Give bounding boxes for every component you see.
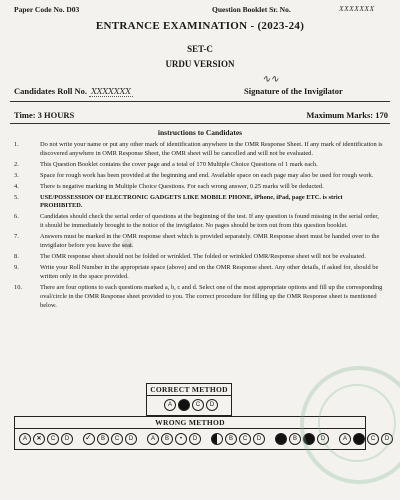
bubble-b: B	[225, 433, 237, 445]
bubble-b: B	[161, 433, 173, 445]
bubble-a: A	[147, 433, 159, 445]
max-marks: Maximum Marks: 170	[306, 110, 388, 120]
set-label: SET-C	[187, 44, 213, 54]
bubble-a-half	[211, 433, 223, 445]
booklet-serial-label: Question Booklet Sr. No.	[212, 5, 291, 14]
divider	[10, 101, 390, 102]
instruction-item: 1. Do not write your name or put any other mark of identification anywhere in the OMR Response Sheet. If any mark of identification is discovered anywhere in OMR Response Sheet, the OMR sheet will be cancelled and will not be evaluated.	[14, 141, 383, 157]
signature-label: Signature of the Invigilator	[244, 86, 343, 96]
bubble-c: C	[192, 399, 204, 411]
paper-code: Paper Code No. D03	[14, 5, 80, 14]
instruction-item: 9. Write your Roll Number in the appropriate space (above) and on the OMR Response sheet. Any other details, if asked for, should be written only in the space provided.	[14, 263, 379, 280]
wrong-example-cross	[19, 433, 75, 445]
signature-scribble: ∿∿	[262, 74, 279, 85]
roll-number-field	[14, 86, 133, 96]
roll-number-label: Candidates Roll No.	[14, 86, 87, 96]
wrong-example-dot	[147, 433, 203, 445]
bubble-c: C	[239, 433, 251, 445]
correct-method-label: CORRECT METHOD	[150, 385, 228, 394]
instruction-item: 7. Answers must be marked in the OMR response sheet which is provided separately. OMR Response sheet must be handed over to the invigilator before you leave the seat.	[14, 233, 380, 250]
bubble-b: B	[97, 433, 109, 445]
header-row	[14, 5, 390, 17]
wrong-example-tick	[83, 433, 139, 445]
correct-method-bubbles	[164, 399, 220, 411]
bubble-a: A	[339, 433, 351, 445]
divider	[10, 123, 390, 124]
bubble-a: A	[19, 433, 31, 445]
divider	[147, 395, 231, 396]
bubble-d: D	[381, 433, 393, 445]
wrong-method-label: WRONG METHOD	[155, 418, 225, 427]
bubble-c: C	[367, 433, 379, 445]
bubble-c: C	[47, 433, 59, 445]
bubble-c-dot: •	[175, 433, 187, 445]
instruction-item: 8. The OMR response sheet should not be folded or wrinkled. The folded or wrinkled OMR/Response sheet will not be evaluated.	[14, 252, 366, 260]
bubble-b-filled: B	[178, 399, 190, 411]
bubble-d: D	[317, 433, 329, 445]
invigilator-signature	[244, 74, 343, 96]
bubble-a: A	[164, 399, 176, 411]
instructions-title: instructions to Candidates	[157, 128, 243, 137]
wrong-example-half	[211, 433, 267, 445]
institution-seal	[300, 366, 400, 484]
bubble-a-filled	[275, 433, 287, 445]
bubble-d: D	[253, 433, 265, 445]
exam-title: ENTRANCE EXAMINATION - (2023-24)	[95, 20, 305, 32]
bubble-b: B	[289, 433, 301, 445]
bubble-d: D	[206, 399, 218, 411]
instructions-list	[14, 141, 384, 312]
instruction-item: 10. There are four options to each questions marked a, b, c and d. Select one of the most appropriate options and fill up the corresponding oval/circle in the OMR Response sheet provided to you. The correct procedure for filling up the OMR Response sheet is mentioned below.	[14, 283, 383, 309]
instruction-item: 6. Candidates should check the serial order of questions at the beginning of the test. If any question is found missing in the serial order, it should be immediately brought to the notice of the invigilator. No pages should be torn out from this question booklet.	[14, 213, 379, 230]
version-label: URDU VERSION	[165, 59, 235, 69]
correct-method-box	[146, 383, 232, 416]
instruction-item: 2. This Question Booklet contains the cover page and a total of 170 Multiple Choice Questions of 1 mark each.	[14, 160, 318, 168]
bubble-d: D	[125, 433, 137, 445]
instruction-item: 3. Space for rough work has been provided at the beginning and end. Available space on each page may also be used for rough work.	[14, 171, 374, 179]
bubble-d: D	[61, 433, 73, 445]
instruction-item: 5. USE/POSSESSION OF ELECTRONIC GADGETS LIKE MOBILE PHONE, iPhone, iPad, page ETC. is strict PROHIBITED.	[14, 193, 343, 210]
bubble-a-ticked	[83, 433, 95, 445]
exam-time: Time: 3 HOURS	[14, 110, 75, 120]
booklet-serial-value: XXXXXXX	[339, 4, 375, 13]
instruction-item: 4. There is negative marking in Multiple Choice Questions. For each wrong answer, 0.25 marks will be deducted.	[14, 182, 324, 190]
bubble-c: C	[111, 433, 123, 445]
roll-number-value: XXXXXXX	[91, 87, 131, 96]
bubble-d: D	[189, 433, 201, 445]
watermark: ●	[113, 228, 141, 259]
bubble-b-crossed: ✕	[33, 433, 45, 445]
